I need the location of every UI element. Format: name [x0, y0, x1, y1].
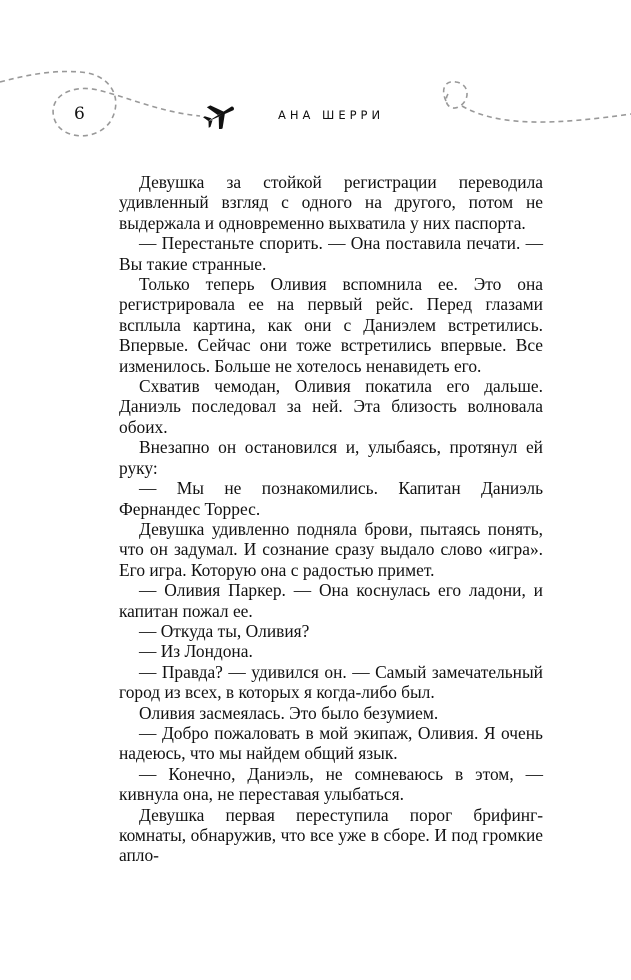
paragraph: Внезапно он остановился и, улыбаясь, протянул ей руку:	[119, 437, 543, 478]
paragraph: — Перестаньте спорить. — Она поставила печати. — Вы такие странные.	[119, 233, 543, 274]
page-number: 6	[74, 104, 85, 124]
body-text	[119, 172, 543, 866]
paragraph: Девушка за стойкой регистрации переводила удивленный взгляд с одного на другого, потом не выдержала и одновременно выхватила у них паспорта.	[119, 172, 543, 233]
paragraph: Только теперь Оливия вспомнила ее. Это она регистрировала ее на первый рейс. Перед глазами всплыла картина, как они с Даниэлем встретились. Впервые. Сейчас они тоже встретились впервые. Все изменилось. Больше не хотелось ненавидеть его.	[119, 274, 543, 376]
paragraph: — Добро пожаловать в мой экипаж, Оливия. Я очень надеюсь, что мы найдем общий язык.	[119, 722, 543, 764]
paragraph: — Мы не познакомились. Капитан Даниэль Фернандес Торрес.	[119, 478, 543, 519]
paragraph: Оливия засмеялась. Это было безумием.	[139, 702, 439, 723]
paragraph: Схватив чемодан, Оливия покатила его дальше. Даниэль последовал за ней. Эта близость волновала обоих.	[119, 376, 543, 437]
running-head-author: АНА ШЕРРИ	[278, 108, 385, 122]
paragraph: — Правда? — удивился он. — Самый замечательный город из всех, в которых я когда-либо был.	[119, 661, 543, 703]
airplane-icon	[203, 101, 237, 129]
paragraph: Девушка удивленно подняла брови, пытаясь понять, что он задумал. И сознание сразу выдало слово «игра». Его игра. Которую она с радостью примет.	[119, 518, 543, 580]
paragraph: — Конечно, Даниэль, не сомневаюсь в этом, — кивнула она, не переставая улыбаться.	[119, 763, 543, 805]
paragraph: — Из Лондона.	[139, 641, 253, 662]
paragraph: Девушка первая переступила порог брифинг-комнаты, обнаружив, что все уже в сборе. И под громкие апло-	[119, 804, 543, 866]
paragraph: — Откуда ты, Оливия?	[139, 620, 310, 641]
dashed-flight-path	[0, 0, 631, 200]
paragraph: — Оливия Паркер. — Она коснулась его ладони, и капитан пожал ее.	[119, 580, 543, 621]
